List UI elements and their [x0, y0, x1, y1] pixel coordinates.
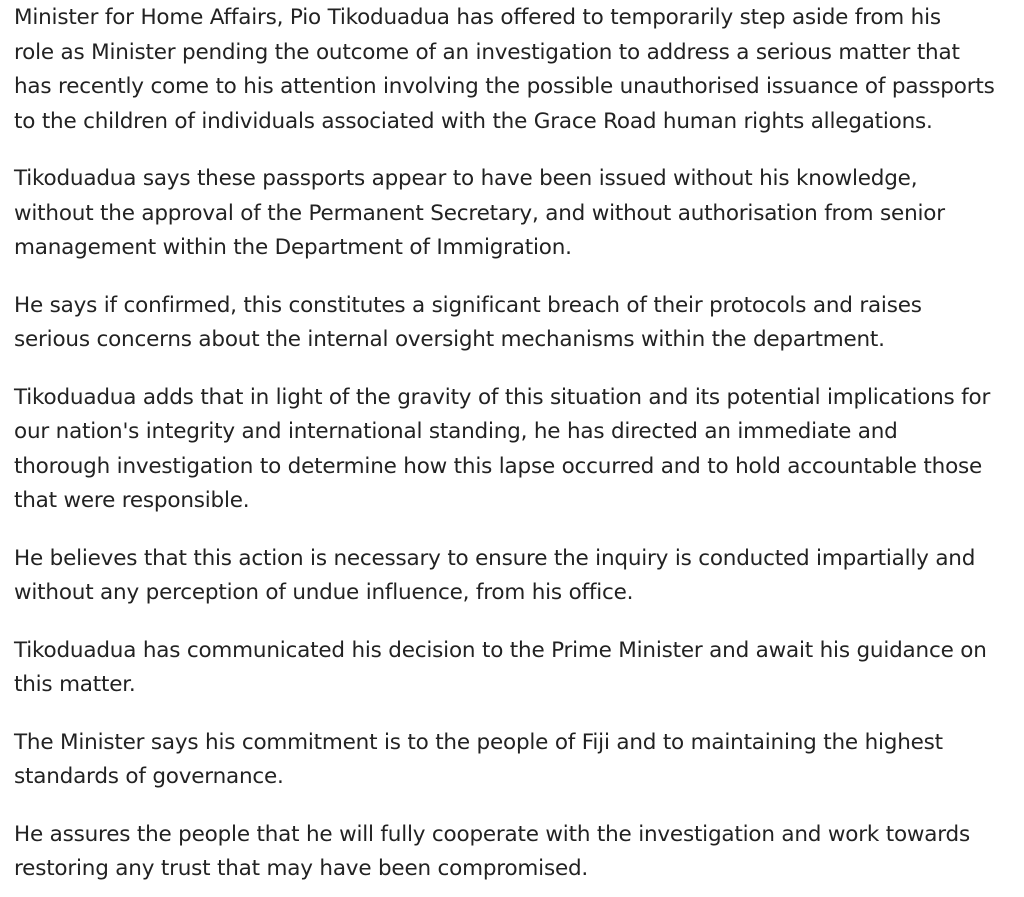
- paragraph-line: role as Minister pending the outcome of an investigation to address a serious matter that: [14, 39, 960, 65]
- paragraph-line: our nation's integrity and international standing, he has directed an immediate and: [14, 419, 898, 444]
- paragraph-line: Tikoduadua has communicated his decision to the Prime Minister and await his guidance on: [14, 637, 987, 663]
- article-paragraph-3: [14, 289, 1014, 358]
- article-paragraph-5: [14, 542, 1014, 611]
- article-paragraph-6: [14, 634, 1014, 703]
- paragraph-line: this matter.: [14, 672, 136, 697]
- paragraph-line: has recently come to his attention involving the possible unauthorised issuance of passports: [14, 74, 995, 99]
- paragraph-line: without any perception of undue influence, from his office.: [14, 580, 634, 605]
- paragraph-line: Minister for Home Affairs, Pio Tikoduadua has offered to temporarily step aside from his: [14, 5, 941, 30]
- article-paragraph-4: [14, 381, 1014, 519]
- paragraph-line: management within the Department of Immigration.: [14, 235, 572, 260]
- article-paragraph-2: [14, 162, 1014, 266]
- paragraph-line: serious concerns about the internal oversight mechanisms within the department.: [14, 327, 885, 352]
- article-body: [0, 1, 1024, 887]
- paragraph-line: The Minister says his commitment is to the people of Fiji and to maintaining the highest: [14, 729, 943, 755]
- paragraph-line: He believes that this action is necessary to ensure the inquiry is conducted impartially and: [14, 545, 976, 571]
- article-paragraph-7: [14, 726, 1014, 795]
- paragraph-line: Tikoduadua adds that in light of the gravity of this situation and its potential implications for: [14, 384, 991, 410]
- paragraph-line: standards of governance.: [14, 764, 284, 789]
- paragraph-line: He says if confirmed, this constitutes a significant breach of their protocols and raises: [14, 292, 922, 318]
- paragraph-line: that were responsible.: [14, 488, 250, 513]
- paragraph-line: thorough investigation to determine how this lapse occurred and to hold accountable those: [14, 453, 983, 479]
- paragraph-line: restoring any trust that may have been compromised.: [14, 856, 589, 881]
- paragraph-line: Tikoduadua says these passports appear to have been issued without his knowledge,: [14, 166, 918, 191]
- paragraph-line: He assures the people that he will fully cooperate with the investigation and work towards: [14, 821, 970, 847]
- paragraph-line: to the children of individuals associated with the Grace Road human rights allegations.: [14, 108, 933, 134]
- article-paragraph-8: [14, 818, 1014, 887]
- article-paragraph-1: [14, 1, 1014, 139]
- paragraph-line: without the approval of the Permanent Secretary, and without authorisation from senior: [14, 200, 945, 226]
